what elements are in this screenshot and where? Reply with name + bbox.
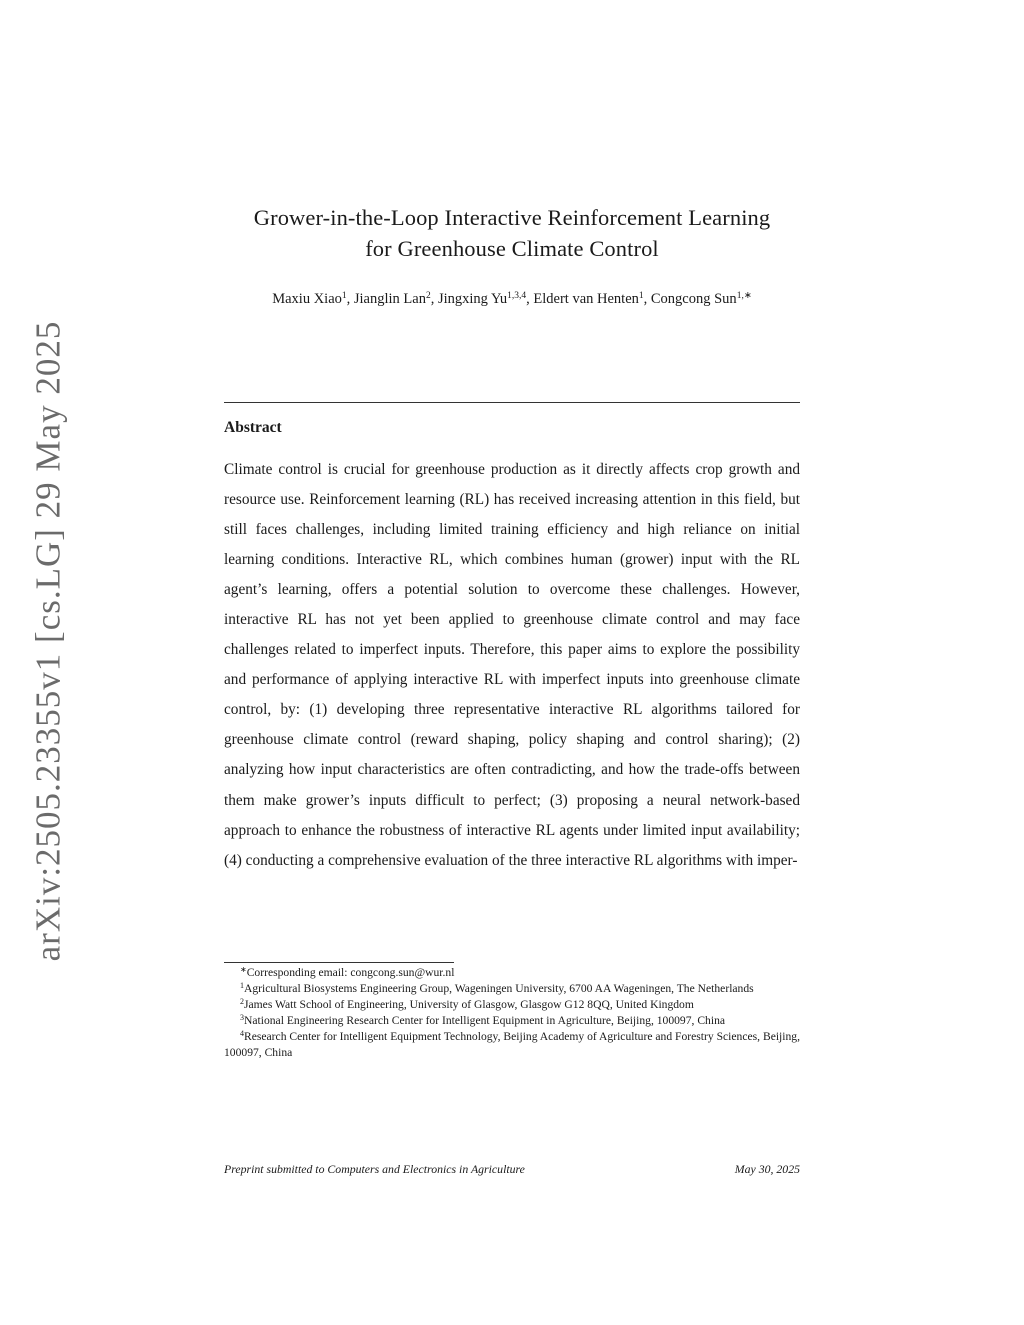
title-line-1: Grower-in-the-Loop Interactive Reinforcement Learning	[253, 205, 771, 230]
footnote	[224, 965, 800, 981]
footnote-text: Corresponding email: congcong.sun@wur.nl	[246, 966, 455, 979]
author-name: Maxiu Xiao	[272, 291, 342, 307]
author-affiliation-mark: 1,3,4	[507, 291, 527, 301]
footnote-mark: 3	[240, 1013, 244, 1022]
author-affiliation-mark: 1,∗	[736, 291, 752, 301]
preprint-footer	[224, 1162, 800, 1177]
author-name: Jingxing Yu	[437, 291, 508, 307]
author-name: Eldert van Henten	[533, 291, 639, 307]
author-affiliation-mark: 1	[638, 291, 644, 301]
footnote-text: Agricultural Biosystems Engineering Group, Wageningen University, 6700 AA Wageningen, The Netherlands	[244, 982, 754, 995]
footnote-mark: 4	[240, 1029, 244, 1038]
author-separator: ,	[643, 291, 651, 307]
footnotes	[224, 965, 800, 1061]
footnote	[224, 1013, 800, 1029]
author-name: Congcong Sun	[650, 291, 737, 307]
footnote-text: Research Center for Intelligent Equipment Technology, Beijing Academy of Agriculture and Forestry Sciences, Beijing, 100097, China	[224, 1030, 800, 1059]
author-name: Jianglin Lan	[353, 291, 426, 307]
author-separator: ,	[430, 291, 438, 307]
author-separator: ,	[346, 291, 354, 307]
author-separator: ,	[526, 291, 534, 307]
abstract-text: Climate control is crucial for greenhouse production as it directly affects crop growth and resource use. Reinforcement learning (RL) has received increasing attention in this field, but still faces challenges, including limited training efficiency and high reliance on initial learning conditions. Interactive RL, which combines human (grower) input with the RL agent’s learning, offers a potential solution to overcome these challenges. However, interactive RL has not yet been applied to greenhouse climate control and may face challenges related to imperfect inputs. Therefore, this paper aims to explore the possibility and performance of applying interactive RL with imperfect inputs into greenhouse climate control, by: (1) developing three representative interactive RL algorithms tailored for greenhouse climate control (reward shaping, policy shaping and control sharing); (2) analyzing how input characteristics are often contradicting, and how the trade-offs between them make grower’s inputs difficult to perfect; (3) proposing a neural network-based approach to enhance the robustness of interactive RL agents under limited input availability; (4) conducting a comprehensive evaluation of the three interactive RL algorithms with imper-	[224, 461, 800, 869]
footnote-text: National Engineering Research Center for Intelligent Equipment in Agriculture, Beijing, 100097, China	[244, 1014, 726, 1027]
preprint-date: May 30, 2025	[734, 1162, 800, 1176]
footnote	[224, 981, 800, 997]
footnote-mark: ∗	[240, 965, 247, 974]
footnote-text: James Watt School of Engineering, University of Glasgow, Glasgow G12 8QQ, United Kingdom	[244, 998, 694, 1011]
arxiv-identifier-stamp	[28, 320, 68, 962]
footnote	[224, 997, 800, 1013]
paper-title	[224, 202, 800, 264]
abstract-top-rule	[224, 402, 800, 403]
footnote	[224, 1029, 800, 1061]
abstract-heading: Abstract	[224, 419, 282, 436]
author-affiliation-mark: 2	[425, 291, 431, 301]
arxiv-identifier-text: arXiv:2505.23355v1 [cs.LG] 29 May 2025	[28, 320, 68, 962]
author-affiliation-mark: 1	[341, 291, 347, 301]
footnote-rule	[224, 962, 454, 963]
footnote-mark: 1	[240, 981, 244, 990]
title-line-2: for Greenhouse Climate Control	[365, 236, 659, 261]
author-list	[224, 289, 800, 310]
footnote-mark: 2	[240, 997, 244, 1006]
preprint-journal: Preprint submitted to Computers and Electronics in Agriculture	[224, 1162, 525, 1176]
